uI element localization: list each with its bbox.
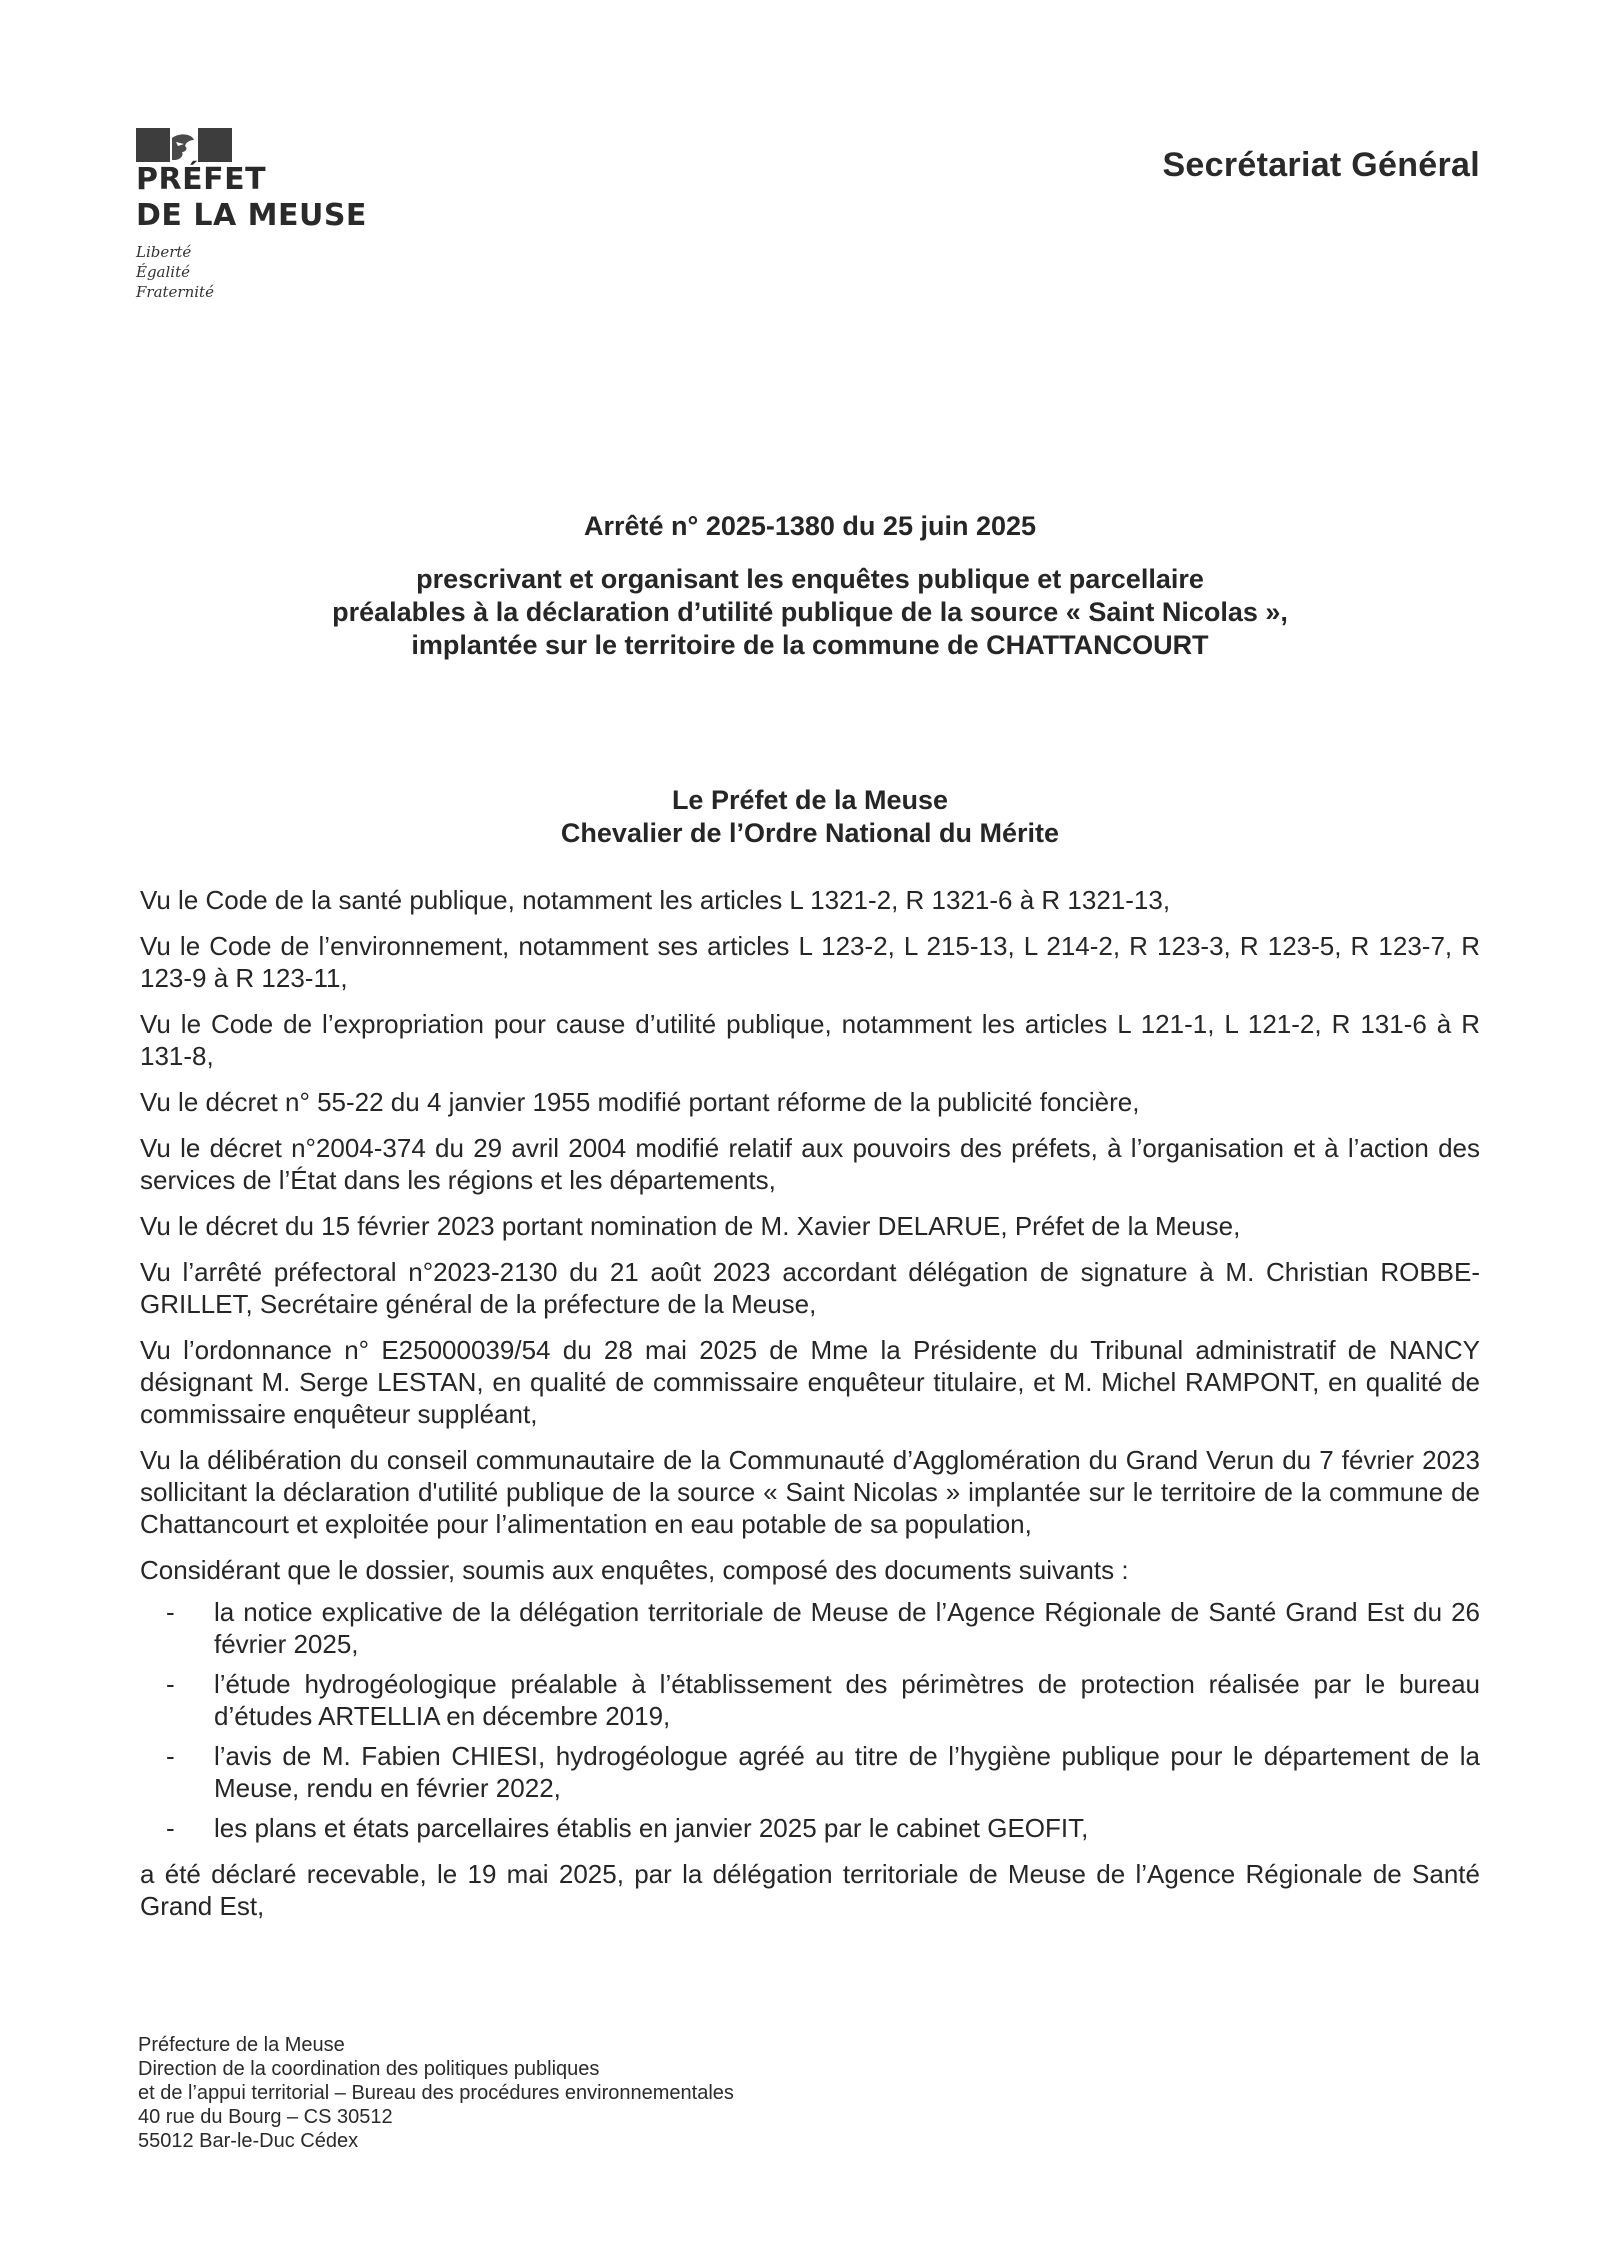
visa-paragraph: Vu le Code de l’environnement, notamment ses articles L 123-2, L 215-13, L 214-2, R 123-3, R 123-5, R 123-7, R 123-9 à R 123-11, bbox=[140, 931, 1480, 993]
decree-number: Arrêté n° 2025-1380 du 25 juin 2025 bbox=[583, 511, 1037, 541]
list-dash: - bbox=[166, 1597, 175, 1627]
document-list-item bbox=[140, 1812, 1480, 1844]
document-text: la notice explicative de la délégation territoriale de Meuse de l’Agence Régionale de Santé Grand Est du 26 février 2025, bbox=[214, 1597, 1480, 1659]
decree-title-block bbox=[140, 510, 1480, 662]
footer-address bbox=[138, 2033, 734, 2153]
document-list-item bbox=[140, 1596, 1480, 1660]
decree-subject-line-2: préalables à la déclaration d’utilité publique de la source « Saint Nicolas », bbox=[332, 597, 1288, 627]
visa-paragraph: Vu le décret n° 55-22 du 4 janvier 1955 modifié portant réforme de la publicité foncière, bbox=[140, 1087, 1140, 1117]
logo-meuse-text: DE LA MEUSE bbox=[136, 198, 367, 233]
visa-paragraph: Vu l’arrêté préfectoral n°2023-2130 du 21 août 2023 accordant délégation de signature à M. Christian ROBBE-GRILLET, Secrétaire général de la préfecture de la Meuse, bbox=[140, 1257, 1480, 1319]
prefecture-logo-block bbox=[136, 128, 396, 302]
document-text: l’étude hydrogéologique préalable à l’établissement des périmètres de protection réalisée par le bureau d’études ARTELLIA en décembre 2019, bbox=[214, 1669, 1480, 1731]
motto-liberte: Liberté bbox=[136, 243, 192, 261]
visa-paragraph: Vu le décret du 15 février 2023 portant nomination de M. Xavier DELARUE, Préfet de la Meuse, bbox=[140, 1211, 1241, 1241]
visa-paragraph: Vu l’ordonnance n° E25000039/54 du 28 mai 2025 de Mme la Présidente du Tribunal administratif de NANCY désignant M. Serge LESTAN, en qualité de commissaire enquêteur titulaire, et M. Michel RAMPONT, en qualité de commissaire enquêteur suppléant, bbox=[140, 1335, 1480, 1429]
decree-subject-line-3: implantée sur le territoire de la commune de CHATTANCOURT bbox=[411, 630, 1209, 660]
authority-distinction: Chevalier de l’Ordre National du Mérite bbox=[560, 818, 1060, 848]
authority-block bbox=[140, 784, 1480, 850]
visa-paragraph: Vu le Code de l’expropriation pour cause d’utilité publique, notamment les articles L 121-1, L 121-2, R 131-6 à R 131-8, bbox=[140, 1009, 1480, 1071]
considering-conclusion: a été déclaré recevable, le 19 mai 2025, par la délégation territoriale de Meuse de l’Agence Régionale de Santé Grand Est, bbox=[140, 1859, 1480, 1921]
visa-paragraph: Vu la délibération du conseil communautaire de la Communauté d’Agglomération du Grand Verun du 7 février 2023 sollicitant la déclaration d'utilité publique de la source « Saint Nicolas » implantée sur le territoire de la commune de Chattancourt et exploitée pour l’alimentation en eau potable de sa population, bbox=[140, 1445, 1480, 1539]
document-list-item bbox=[140, 1668, 1480, 1732]
considering-intro: Considérant que le dossier, soumis aux enquêtes, composé des documents suivants : bbox=[140, 1555, 1129, 1585]
motto-fraternite: Fraternité bbox=[136, 283, 214, 301]
decree-body bbox=[140, 884, 1480, 1936]
visa-paragraph: Vu le décret n°2004-374 du 29 avril 2004 modifié relatif aux pouvoirs des préfets, à l’organisation et à l’action des services de l’État dans les régions et les départements, bbox=[140, 1133, 1480, 1195]
document-text: l’avis de M. Fabien CHIESI, hydrogéologue agréé au titre de l’hygiène publique pour le département de la Meuse, rendu en février 2022, bbox=[214, 1741, 1480, 1803]
motto-egalite: Égalité bbox=[136, 263, 190, 281]
footer-line: 40 rue du Bourg – CS 30512 bbox=[138, 2106, 393, 2128]
document-list bbox=[140, 1596, 1480, 1844]
footer-line: 55012 Bar-le-Duc Cédex bbox=[138, 2130, 359, 2152]
document-list-item bbox=[140, 1740, 1480, 1804]
service-heading: Secrétariat Général bbox=[1162, 146, 1480, 184]
decree-subject-line-1: prescrivant et organisant les enquêtes publique et parcellaire bbox=[416, 564, 1204, 594]
authority-title: Le Préfet de la Meuse bbox=[671, 785, 949, 815]
list-dash: - bbox=[166, 1669, 175, 1699]
list-dash: - bbox=[166, 1741, 175, 1771]
footer-line: Préfecture de la Meuse bbox=[138, 2034, 345, 2056]
document-text: les plans et états parcellaires établis en janvier 2025 par le cabinet GEOFIT, bbox=[214, 1813, 1089, 1843]
republic-motto bbox=[136, 242, 396, 302]
footer-line: et de l’appui territorial – Bureau des procédures environnementales bbox=[138, 2082, 734, 2104]
list-dash: - bbox=[166, 1813, 175, 1843]
marianne-logo-icon bbox=[136, 128, 232, 162]
footer-line: Direction de la coordination des politiques publiques bbox=[138, 2058, 600, 2080]
visa-paragraph: Vu le Code de la santé publique, notamment les articles L 1321-2, R 1321-6 à R 1321-13, bbox=[140, 885, 1171, 915]
logo-prefet-text: PRÉFET bbox=[136, 162, 267, 197]
